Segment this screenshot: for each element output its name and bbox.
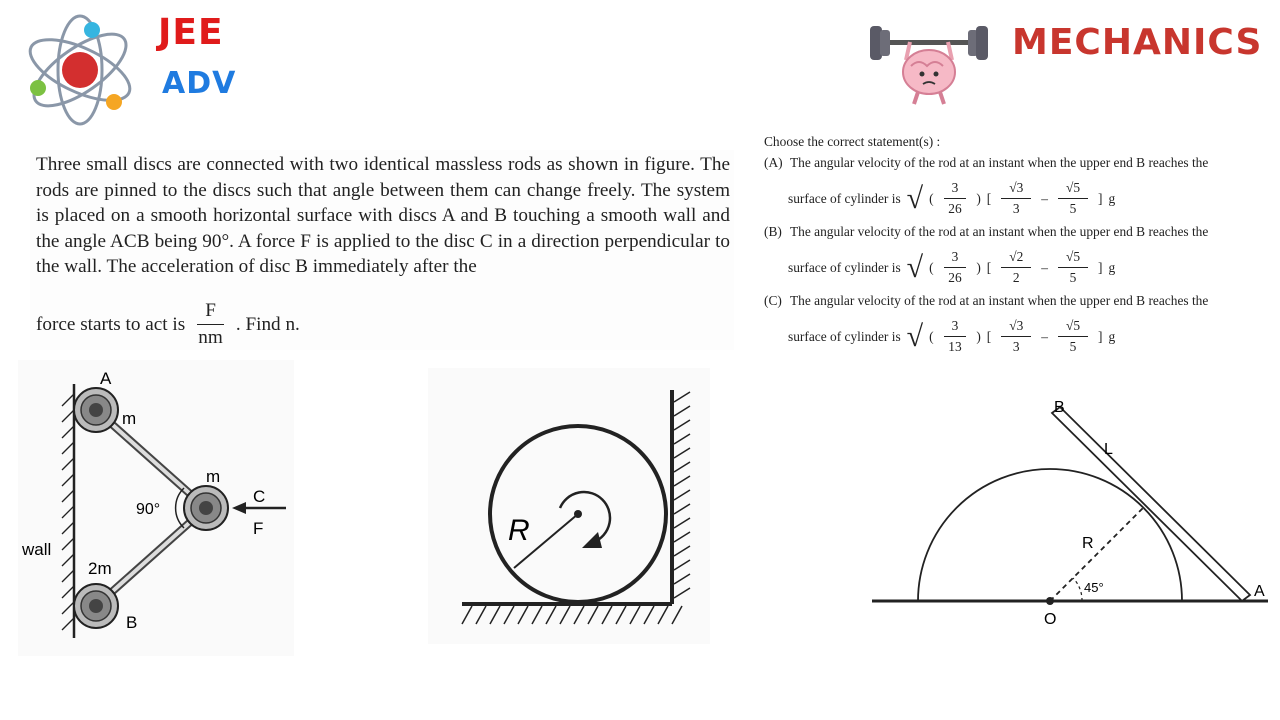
topic-title: MECHANICS [1012,22,1263,63]
formula-prefix: surface of cylinder is [788,259,901,275]
mass-a: m [122,409,137,428]
term2-den: 5 [1069,201,1077,216]
term2-fraction [1058,249,1088,286]
rod-label-a: A [1254,583,1265,600]
problem-last-line [36,300,300,349]
angle-label: 90° [136,501,161,518]
coef-den: 26 [948,201,962,216]
wall-label: wall [22,540,52,559]
disc-c [184,486,228,530]
formula-tail: g [1108,259,1116,275]
option-a [764,154,1264,172]
problem-last-prefix: force starts to act is [36,313,186,335]
term1-num: √3 [1001,318,1031,337]
radius-label: R [508,514,530,547]
paren-open: ( [929,328,934,344]
brain-lifting-barbell-icon [866,20,992,106]
option-b-formula [788,249,1264,286]
term1-den: 3 [1012,201,1020,216]
minus-sign: – [1041,328,1048,344]
coef-num: 3 [944,318,967,337]
coef-num: 3 [944,249,967,268]
option-b [764,223,1264,241]
problem-last-suffix: . Find n. [235,313,300,335]
option-c [764,292,1264,310]
coef-fraction [944,180,967,217]
formula-prefix: surface of cylinder is [788,328,901,344]
brand-adv: ADV [162,66,237,101]
sqrt-sign: √ [906,181,924,215]
term2-den: 5 [1069,339,1077,354]
option-tag: (B) [764,224,782,239]
paren-close: ) [976,190,981,206]
option-c-formula [788,318,1264,355]
term1-fraction [1001,249,1031,286]
cylinder-corner-figure [428,368,710,644]
term1-fraction [1001,318,1031,355]
rod-on-hemisphere-figure [866,390,1276,640]
fraction-numerator: F [197,300,224,325]
option-text: The angular velocity of the rod at an instant when the upper end B reaches the [790,155,1209,170]
term1-den: 3 [1012,339,1020,354]
term2-num: √5 [1058,318,1088,337]
bracket-close: ] [1098,328,1103,344]
label-a: A [100,369,112,388]
atom-logo-icon [20,8,140,132]
bracket-open: [ [986,259,992,275]
bracket-open: [ [986,190,992,206]
formula-tail: g [1108,190,1116,206]
term2-fraction [1058,180,1088,217]
mass-b: 2m [88,559,112,578]
angle-label: 45° [1084,580,1104,595]
coef-den: 13 [948,339,962,354]
bracket-open: [ [986,328,992,344]
sqrt-sign: √ [906,250,924,284]
paren-open: ( [929,190,934,206]
option-a-formula [788,180,1264,217]
formula-tail: g [1108,328,1116,344]
rod [1052,407,1250,601]
term1-num: √3 [1001,180,1031,199]
coef-den: 26 [948,270,962,285]
rod-label-l: L [1104,441,1113,458]
bracket-close: ] [1098,259,1103,275]
label-c: C [253,487,266,506]
term1-fraction [1001,180,1031,217]
radius-label: R [1082,535,1094,552]
option-text: The angular velocity of the rod at an instant when the upper end B reaches the [790,293,1209,308]
choices-intro: Choose the correct statement(s) : [764,134,941,149]
mass-c: m [206,467,221,486]
coef-num: 3 [944,180,967,199]
option-tag: (C) [764,293,782,308]
sqrt-sign: √ [906,319,924,353]
term1-num: √2 [1001,249,1031,268]
minus-sign: – [1041,259,1048,275]
term2-num: √5 [1058,249,1088,268]
term2-num: √5 [1058,180,1088,199]
paren-open: ( [929,259,934,275]
disc-b [74,584,118,628]
disc-a [74,388,118,432]
coef-fraction [944,249,967,286]
label-f: F [253,519,264,538]
rod-label-b: B [1054,399,1065,416]
term2-fraction [1058,318,1088,355]
paren-close: ) [976,328,981,344]
three-discs-figure [18,360,298,660]
problem-text: Three small discs are connected with two identical massless rods as shown in figure. The rods are pinned to the discs such that angle between them can change freely. The system is placed on a smooth horizontal surface with discs A and B touching a smooth wall and the angle ACB being 90°. A force F is applied to the disc C in a direction perpendicular to the wall. The acceleration of disc B immediately after the [36,154,730,278]
coef-fraction [944,318,967,355]
option-tag: (A) [764,155,783,170]
origin-label: O [1044,611,1057,628]
bracket-close: ] [1098,190,1103,206]
fraction-denominator: nm [198,327,223,348]
term2-den: 5 [1069,270,1077,285]
label-b: B [126,613,138,632]
paren-close: ) [976,259,981,275]
minus-sign: – [1041,190,1048,206]
formula-prefix: surface of cylinder is [788,190,901,206]
brand-jee: JEE [158,12,224,53]
choices-panel [764,134,1264,361]
term1-den: 2 [1012,270,1020,285]
acceleration-fraction [197,300,224,349]
option-text: The angular velocity of the rod at an instant when the upper end B reaches the [790,224,1209,239]
